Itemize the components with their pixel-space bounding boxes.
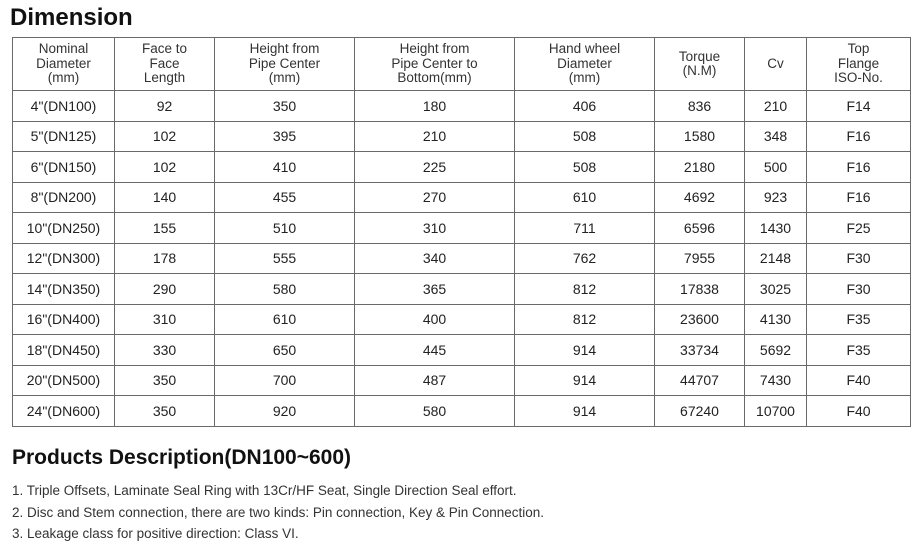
table-cell: 17838: [655, 274, 745, 305]
table-cell: 914: [515, 396, 655, 427]
table-cell: 310: [355, 213, 515, 244]
table-cell: 102: [115, 121, 215, 152]
table-cell: 445: [355, 335, 515, 366]
table-cell: 555: [215, 243, 355, 274]
table-cell: 350: [115, 365, 215, 396]
table-cell: F16: [807, 121, 911, 152]
table-cell: 2180: [655, 152, 745, 183]
table-cell: 400: [355, 304, 515, 335]
table-cell: 508: [515, 121, 655, 152]
table-cell: 580: [355, 396, 515, 427]
table-row: [13, 213, 911, 244]
table-header-row: [13, 38, 911, 91]
table-row: [13, 243, 911, 274]
table-cell: 44707: [655, 365, 745, 396]
table-cell: 8"(DN200): [13, 182, 115, 213]
header-torque: Torque (N.M): [655, 38, 745, 91]
dimension-table: [12, 37, 911, 427]
table-cell: 18"(DN450): [13, 335, 115, 366]
table-cell: 178: [115, 243, 215, 274]
table-cell: 406: [515, 91, 655, 122]
table-cell: 1430: [745, 213, 807, 244]
table-row: [13, 182, 911, 213]
table-row: [13, 335, 911, 366]
table-cell: 610: [215, 304, 355, 335]
table-cell: F16: [807, 182, 911, 213]
table-cell: 410: [215, 152, 355, 183]
header-face-to-face-length: Face to Face Length: [115, 38, 215, 91]
table-cell: 580: [215, 274, 355, 305]
table-cell: 290: [115, 274, 215, 305]
table-cell: 270: [355, 182, 515, 213]
header-cv: Cv: [745, 38, 807, 91]
table-row: [13, 91, 911, 122]
table-cell: 350: [115, 396, 215, 427]
table-cell: 812: [515, 304, 655, 335]
table-cell: 92: [115, 91, 215, 122]
table-cell: 102: [115, 152, 215, 183]
table-cell: 5692: [745, 335, 807, 366]
table-cell: 610: [515, 182, 655, 213]
table-cell: 510: [215, 213, 355, 244]
table-cell: 350: [215, 91, 355, 122]
table-row: [13, 304, 911, 335]
table-cell: 330: [115, 335, 215, 366]
table-cell: 4130: [745, 304, 807, 335]
table-cell: 487: [355, 365, 515, 396]
table-cell: 762: [515, 243, 655, 274]
header-height-from-pipe-center: Height from Pipe Center (mm): [215, 38, 355, 91]
table-cell: 920: [215, 396, 355, 427]
table-cell: 500: [745, 152, 807, 183]
table-cell: F35: [807, 304, 911, 335]
table-cell: 33734: [655, 335, 745, 366]
table-cell: 923: [745, 182, 807, 213]
table-cell: F16: [807, 152, 911, 183]
table-cell: 5"(DN125): [13, 121, 115, 152]
table-cell: 225: [355, 152, 515, 183]
table-cell: 914: [515, 335, 655, 366]
table-cell: 4"(DN100): [13, 91, 115, 122]
table-cell: 7430: [745, 365, 807, 396]
description-item: 1. Triple Offsets, Laminate Seal Ring with 13Cr/HF Seat, Single Direction Seal effort.: [12, 483, 517, 498]
table-cell: 23600: [655, 304, 745, 335]
table-cell: 348: [745, 121, 807, 152]
products-description-list: [12, 480, 544, 545]
table-cell: 914: [515, 365, 655, 396]
table-cell: 700: [215, 365, 355, 396]
table-cell: F30: [807, 243, 911, 274]
description-item: 2. Disc and Stem connection, there are two kinds: Pin connection, Key & Pin Connection.: [12, 504, 545, 520]
table-cell: 508: [515, 152, 655, 183]
table-cell: F14: [807, 91, 911, 122]
header-top-flange: Top Flange ISO-No.: [807, 38, 911, 91]
table-cell: 67240: [655, 396, 745, 427]
table-cell: 455: [215, 182, 355, 213]
table-cell: 210: [745, 91, 807, 122]
table-cell: 24"(DN600): [13, 396, 115, 427]
table-cell: F30: [807, 274, 911, 305]
table-cell: 155: [115, 213, 215, 244]
table-row: [13, 121, 911, 152]
header-nominal-diameter: Nominal Diameter (mm): [13, 38, 115, 91]
table-cell: 650: [215, 335, 355, 366]
table-cell: 711: [515, 213, 655, 244]
table-cell: F40: [807, 396, 911, 427]
table-cell: 12"(DN300): [13, 243, 115, 274]
table-cell: 7955: [655, 243, 745, 274]
table-cell: 836: [655, 91, 745, 122]
table-cell: 3025: [745, 274, 807, 305]
table-cell: 16"(DN400): [13, 304, 115, 335]
description-item: 3. Leakage class for positive direction: Class VI.: [12, 526, 299, 541]
table-cell: 20"(DN500): [13, 365, 115, 396]
products-description-title: Products Description(DN100~600): [12, 446, 352, 469]
table-cell: 180: [355, 91, 515, 122]
header-height-center-to-bottom: Height from Pipe Center to Bottom(mm): [355, 38, 515, 91]
table-cell: 340: [355, 243, 515, 274]
table-cell: 210: [355, 121, 515, 152]
section-title: Dimension: [10, 4, 133, 31]
table-body: [13, 91, 911, 427]
table-cell: 365: [355, 274, 515, 305]
table-cell: 14"(DN350): [13, 274, 115, 305]
table-cell: 812: [515, 274, 655, 305]
table-row: [13, 274, 911, 305]
table-cell: F25: [807, 213, 911, 244]
table-row: [13, 152, 911, 183]
table-cell: 2148: [745, 243, 807, 274]
table-cell: 1580: [655, 121, 745, 152]
table-cell: F40: [807, 365, 911, 396]
header-hand-wheel-diameter: Hand wheel Diameter (mm): [515, 38, 655, 91]
table-cell: 6"(DN150): [13, 152, 115, 183]
table-cell: 10"(DN250): [13, 213, 115, 244]
table-cell: 10700: [745, 396, 807, 427]
table-cell: 140: [115, 182, 215, 213]
table-cell: 310: [115, 304, 215, 335]
table-cell: 395: [215, 121, 355, 152]
table-row: [13, 365, 911, 396]
table-row: [13, 396, 911, 427]
table-cell: 6596: [655, 213, 745, 244]
table-cell: 4692: [655, 182, 745, 213]
table-cell: F35: [807, 335, 911, 366]
